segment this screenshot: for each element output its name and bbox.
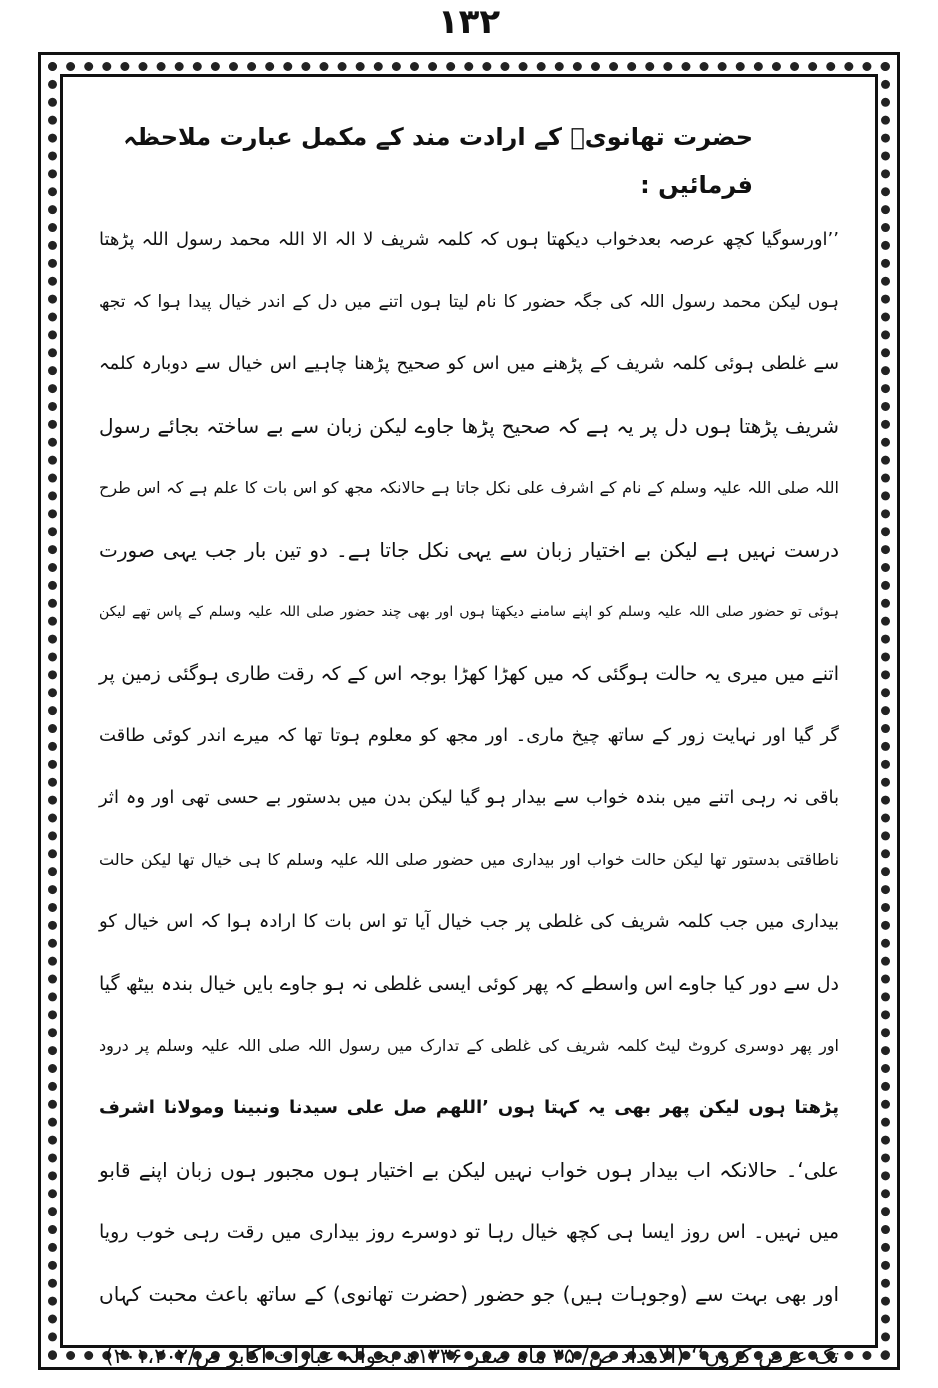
text-line: باقی نہ رہی اتنے میں بندہ خواب سے بیدار ہو گیا لیکن بدن میں بدستور بے حسی تھی اور وہ اثر [99,787,839,808]
text-line: علی‘۔ حالانکہ اب بیدار ہوں خواب نہیں لیکن بے اختیار ہوں مجبور ہوں زبان اپنے قابو [99,1158,839,1182]
text-line: اتنے میں میری یہ حالت ہوگئی کہ میں کھڑا کھڑا بوجہ اس کے کہ رقت طاری ہوگئی زمین پر [99,663,839,685]
text-line: اور بھی بہت سے (وجوہات ہیں) جو حضور (حضرت تھانوی) کے ساتھ باعث محبت کہاں [99,1282,839,1306]
text-line: ہوئی تو حضور صلی اللہ علیہ وسلم کو اپنے سامنے دیکھتا ہوں اور بھی چند حضور صلی اللہ علیہ وسلم کے پاس تھے لیکن [99,604,839,620]
text-line: ہوں لیکن محمد رسول اللہ کی جگہ حضور کا نام لیتا ہوں اتنے میں دل کے اندر خیال پیدا ہوا کہ تجھ [99,292,839,312]
page-number: ۱۳۲ [437,2,501,42]
section-heading: حضرت تھانویؒ کے ارادت مند کے مکمل عبارت ملاحظہ فرمائیں : [123,123,753,199]
text-line: دل سے دور کیا جاوے اس واسطے کہ پھر کوئی ایسی غلطی نہ ہو جاوے بایں خیال بندہ بیٹھ گیا [99,973,839,995]
text-line: سے غلطی ہوئی کلمہ شریف کے پڑھنے میں اس کو صحیح پڑھنا چاہیے اس خیال سے دوبارہ کلمہ [99,353,839,374]
text-line: ناطاقتی بدستور تھا لیکن حالت خواب اور بیداری میں حضور صلی اللہ علیہ وسلم کا ہی خیال تھا لیکن حالت [99,850,839,869]
decorative-chain-border [48,62,890,1368]
text-line: درست نہیں ہے لیکن بے اختیار زبان سے یہی نکل جاتا ہے۔ دو تین بار جب یہی صورت [99,538,839,562]
text-line: ’’اورسوگیا کچھ عرصہ بعدخواب دیکھتا ہوں کہ کلمہ شریف لا الہ الا اللہ محمد رسول اللہ پڑھتا [99,229,839,250]
text-line: پڑھتا ہوں لیکن پھر بھی یہ کہتا ہوں ’اللھم صل علی سیدنا ونبینا ومولانا اشرف [99,1097,839,1118]
text-line: شریف پڑھتا ہوں دل پر یہ ہے کہ صحیح پڑھا جاوے لیکن زبان سے بے ساختہ بجائے رسول [99,414,839,438]
text-line: گر گیا اور نہایت زور کے ساتھ چیخ ماری۔ اور مجھ کو معلوم ہوتا تھا کہ میرے اندر کوئی طاقت [99,725,839,746]
page-border [38,52,900,1370]
text-line-citation: تک عرض کروں‘‘ (الامداد ص/ ۳۵ ماہ صفر ۱۳۳۶ھ بحوالہ عبارات اکابر ص/۲۰۱،۲۰۲) [105,1344,839,1368]
text-line: اللہ صلی اللہ علیہ وسلم کے نام کے اشرف علی نکل جاتا ہے حالانکہ مجھ کو اس بات کا علم ہے کہ اس طرح [99,478,839,497]
text-area [60,74,878,1368]
quoted-passage [99,209,839,1387]
text-line: میں نہیں۔ اس روز ایسا ہی کچھ خیال رہا تو دوسرے روز بیداری میں رقت رہی خوب رویا [99,1221,839,1243]
text-line: بیداری میں جب کلمہ شریف کی غلطی پر جب خیال آیا تو اس بات کا ارادہ ہوا کہ اس خیال کو [99,911,839,932]
text-line: اور پھر دوسری کروٹ لیٹ کلمہ شریف کی غلطی کے تدارک میں رسول اللہ صلی اللہ علیہ وسلم پر درود [99,1036,839,1055]
